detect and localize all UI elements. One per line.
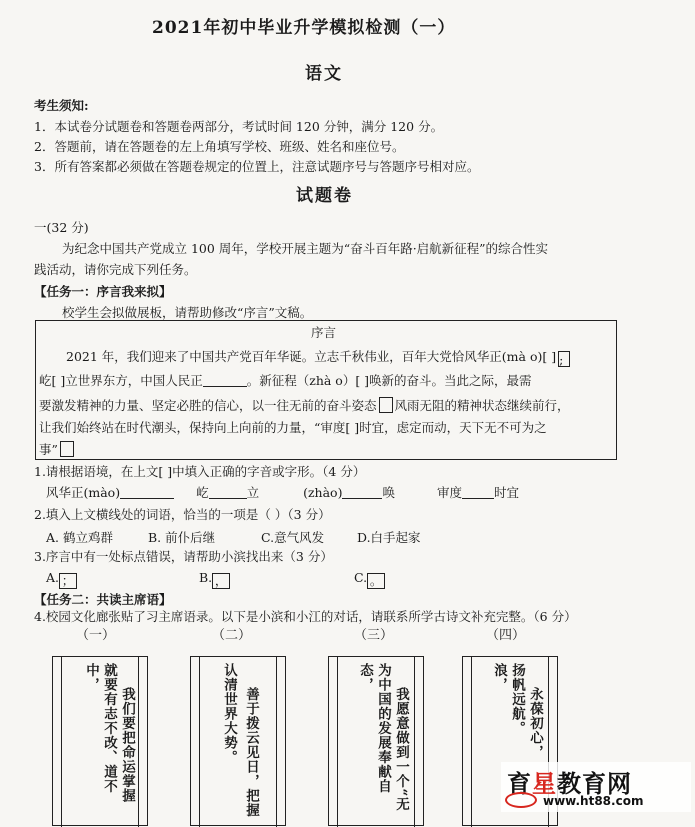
- q1-item: 审度: [436, 485, 462, 500]
- section-title: 试题卷: [296, 186, 353, 206]
- scroll-column: 浪，: [491, 663, 507, 692]
- question-1: 1.请根据语境，在上文[ ]中填入正确的字音或字形。（4 分）: [34, 464, 366, 479]
- scroll-label: （一）: [76, 628, 116, 643]
- scroll-column: 善于拨云见日，把握: [243, 687, 259, 818]
- task2-heading: 【任务二：共读主席语】: [34, 592, 172, 607]
- option-label: C.: [354, 570, 368, 585]
- preface-line: [66, 349, 572, 367]
- q3-option-b: [199, 570, 230, 589]
- quote-scroll-2: [190, 656, 286, 826]
- q1-fill-row: [46, 485, 519, 501]
- scroll-column: 态，: [357, 663, 373, 692]
- q2-option-b: B. 前仆后继: [148, 530, 216, 545]
- watermark-text: 教育网: [557, 770, 632, 798]
- notice-item: 3．所有答案都必须做在答题卷规定的位置上，注意试题序号与答题序号相对应。: [34, 159, 480, 174]
- scroll-column: 为中国的发展奉献自: [375, 663, 391, 794]
- answer-blank: [462, 486, 494, 499]
- preface-text: 风雨无阻的精神状态继续前行，: [394, 398, 570, 413]
- option-label: B.: [199, 570, 213, 585]
- q1-item: (zhào): [303, 485, 343, 500]
- intro-line: 践活动，请你完成下列任务。: [34, 262, 197, 277]
- subject-title: 语文: [305, 64, 343, 84]
- q3-option-c: [354, 570, 385, 589]
- answer-blank: [209, 486, 247, 499]
- watermark-logo-icon: [505, 792, 537, 808]
- preface-line: [39, 397, 570, 414]
- question-4: 4.校园文化廊张贴了习主席语录。以下是小滨和小江的对话，请联系所学古诗文补充完整。（6 分）: [34, 609, 577, 624]
- watermark-star-text: 星: [532, 770, 557, 798]
- q1-item: 时宜: [493, 485, 519, 500]
- question-2: 2.填入上文横线处的词语，恰当的一项是（ ）（3 分）: [34, 507, 331, 522]
- scroll-column: 就要有志不改、道不: [101, 663, 117, 794]
- option-mark: 。: [367, 573, 385, 589]
- option-mark: ，: [212, 573, 230, 589]
- punct-box: [558, 351, 570, 367]
- preface-text: 要激发精神的力量、坚定必胜的信心，以一往无前的奋斗姿态: [39, 398, 377, 413]
- question-3: 3.序言中有一处标点错误，请帮助小滨找出来（3 分）: [34, 549, 333, 564]
- scroll-column: 扬帆远航。: [509, 663, 525, 736]
- q3-option-a: [46, 570, 77, 589]
- part-label: 一(32 分): [34, 220, 89, 235]
- q2-option-d: D.白手起家: [357, 530, 421, 545]
- answer-blank: [203, 374, 247, 387]
- preface-text: 。新征程（zhà o）[ ]唤新的奋斗。当此之际，最需: [246, 373, 532, 388]
- punct-box: [60, 441, 74, 457]
- punct-mark: ;: [559, 352, 564, 367]
- option-mark: ；: [59, 573, 77, 589]
- intro-line: 为纪念中国共产党成立 100 周年，学校开展主题为“奋斗百年路·启航新征程”的综合性实: [62, 241, 549, 256]
- q2-option-a: A. 鹤立鸡群: [46, 530, 113, 545]
- quote-scroll-1: [52, 656, 148, 826]
- scroll-column: 中，: [83, 663, 99, 692]
- scroll-column: 我们要把命运掌握: [119, 687, 135, 803]
- punct-box: [379, 397, 393, 413]
- preface-box: [35, 320, 617, 460]
- preface-text: 事”: [39, 442, 58, 457]
- preface-text: 屹[ ]立世界东方，中国人民正: [39, 373, 203, 388]
- notice-item: 2．答题前，请在答题卷的左上角填写学校、班级、姓名和座位号。: [34, 139, 405, 154]
- exam-title: 2021年初中毕业升学模拟检测（一）: [152, 18, 456, 38]
- answer-blank: [120, 486, 174, 499]
- preface-title: 序言: [311, 325, 337, 340]
- watermark-url: www.ht88.com: [543, 794, 644, 808]
- q1-item: 立: [246, 485, 260, 500]
- quote-scroll-3: [328, 656, 424, 826]
- scroll-column: 永葆初心，: [527, 687, 543, 760]
- preface-line: 让我们始终站在时代潮头，保持向上向前的力量，“审度[ ]时宜，虑定而动，天下无不可为之: [39, 420, 547, 435]
- q1-item: 风华正(mào): [46, 485, 121, 500]
- q1-item: 唤: [382, 485, 395, 500]
- site-watermark: [501, 762, 691, 812]
- notice-heading: 考生须知:: [34, 98, 89, 113]
- notice-item: 1．本试卷分试题卷和答题卷两部分，考试时间 120 分钟，满分 120 分。: [34, 119, 444, 134]
- scroll-label: （四）: [486, 628, 526, 643]
- preface-line: [39, 441, 76, 458]
- scroll-rail: [199, 657, 277, 827]
- preface-text: 2021 年，我们迎来了中国共产党百年华诞。立志千秋伟业，百年大党恰风华正(mà o)[ ]: [66, 349, 557, 364]
- task1-desc: 校学生会拟做展板，请帮助修改“序言”文稿。: [62, 305, 313, 320]
- scroll-column: 认清世界大势。: [221, 663, 237, 765]
- option-label: A.: [46, 570, 60, 585]
- watermark-text: 育: [507, 770, 532, 798]
- scroll-label: （三）: [354, 628, 394, 643]
- answer-blank: [342, 486, 382, 499]
- scroll-column: 我愿意做到一个“无: [393, 687, 409, 812]
- task1-heading: 【任务一：序言我来拟】: [34, 284, 172, 299]
- preface-line: [39, 373, 532, 389]
- scroll-label: （二）: [212, 628, 252, 643]
- q1-item: 屹: [196, 485, 209, 500]
- q2-option-c: C.意气风发: [261, 530, 325, 545]
